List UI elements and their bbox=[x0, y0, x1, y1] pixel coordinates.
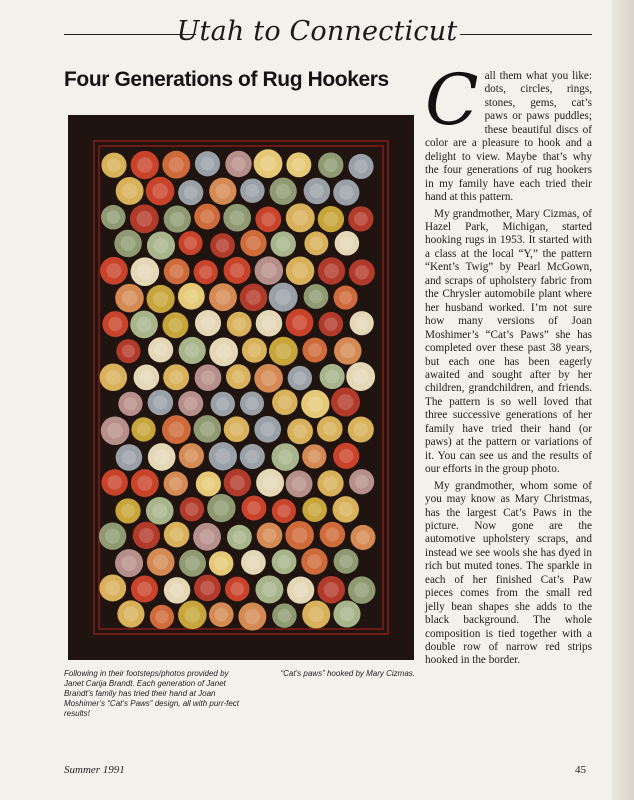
rug-disc-center bbox=[325, 370, 339, 384]
rug-disc-center bbox=[216, 239, 230, 253]
rug-disc-center bbox=[155, 610, 168, 623]
rug-disc-center bbox=[152, 183, 168, 199]
rug-disc-center bbox=[340, 607, 355, 622]
rug-disc-center bbox=[232, 317, 246, 331]
rug-disc-center bbox=[229, 422, 243, 436]
rug-disc-center bbox=[232, 370, 246, 384]
rug-disc-center bbox=[169, 477, 182, 490]
rug-disc-center bbox=[185, 502, 198, 515]
rug-disc-center bbox=[200, 581, 215, 596]
rug-disc-center bbox=[122, 183, 137, 198]
rug-disc-center bbox=[153, 554, 168, 569]
binding-spine bbox=[612, 0, 634, 800]
rug-disc-center bbox=[136, 317, 151, 332]
paragraph-1: Call them what you like: dots, circles, rings, stones, gems, cat’s paws or paws puddles; these beautiful discs of color are a pleasure to hook and a delight to view. Maybe that’s why the four generations of rug hookers in my family have each tried their hand at this pattern. bbox=[425, 59, 592, 204]
rug-disc-center bbox=[107, 158, 121, 172]
rug-disc-center bbox=[184, 397, 198, 411]
rug-disc-center bbox=[105, 529, 120, 544]
rug-disc-center bbox=[248, 343, 262, 357]
rug-disc-center bbox=[201, 157, 215, 171]
rug-disc-center bbox=[245, 450, 259, 464]
rug-disc-center bbox=[245, 609, 260, 624]
rug-disc-center bbox=[261, 370, 277, 386]
rug-disc-center bbox=[275, 289, 291, 305]
rug-disc-center bbox=[339, 185, 353, 199]
rug-disc-center bbox=[308, 343, 322, 357]
rug-disc-center bbox=[323, 422, 337, 436]
rug-disc-center bbox=[170, 527, 184, 541]
rug-disc-center bbox=[199, 529, 214, 544]
rug-disc-center bbox=[216, 344, 232, 360]
rug-disc-center bbox=[310, 237, 323, 250]
rug-disc-center bbox=[355, 317, 368, 330]
section-header: Utah to Connecticut bbox=[176, 16, 458, 47]
rug-disc-center bbox=[261, 212, 275, 226]
rug-disc-center bbox=[262, 582, 277, 597]
rug-disc-center bbox=[121, 555, 136, 570]
rug-disc-center bbox=[324, 263, 339, 278]
rug-disc-center bbox=[353, 369, 369, 385]
rug-disc-center bbox=[245, 397, 258, 410]
rug-disc-center bbox=[261, 263, 277, 279]
rug-disc-center bbox=[340, 237, 353, 250]
rug-disc-center bbox=[356, 531, 370, 545]
rug-disc-center bbox=[355, 475, 369, 489]
rug-disc-center bbox=[121, 236, 136, 251]
rug-disc-center bbox=[246, 290, 261, 305]
rug-caption: “Cat’s paws” hooked by Mary Cizmas. bbox=[280, 669, 415, 678]
rug-disc-center bbox=[184, 236, 197, 249]
rug-disc-center bbox=[308, 503, 322, 517]
rug-disc-center bbox=[339, 291, 352, 304]
rug-disc-center bbox=[215, 608, 229, 622]
rug-illustration bbox=[68, 115, 414, 660]
rug-disc-center bbox=[137, 264, 153, 280]
rug-disc-center bbox=[292, 210, 308, 226]
rug-disc-center bbox=[214, 557, 228, 571]
rug-disc-center bbox=[292, 315, 307, 330]
rug-disc-center bbox=[215, 184, 230, 199]
rug-disc-center bbox=[310, 184, 325, 199]
rug-disc-center bbox=[292, 527, 308, 543]
rug-disc-center bbox=[154, 343, 168, 357]
paragraph-2: My grandmother, Mary Cizmas, of Hazel Park, Michigan, started hooking rugs in 1953. It started with a class at the local “Y,” the pattern “Kent’s Twig” by Pearl McGown, and scraps of upholstery fabric from the Chrysler automobile plant where her husband worked. I’m not sure how many versions of Joan Moshimer’s “Cat’s Paws” she has completed over these past 38 years, but each one has been eagerly awaited and sought after by her children, grandchildren, and friends. The pattern is so well loved that three successive generations of her family have tried their hand (or paws) at the pattern or variations of it. You can see us and the results of our efforts in the group photo. bbox=[425, 207, 592, 476]
rug-disc-center bbox=[307, 554, 322, 569]
rug-disc-center bbox=[230, 582, 244, 596]
rug-disc-center bbox=[293, 424, 307, 438]
rug-disc-center bbox=[231, 157, 246, 172]
rug-disc-center bbox=[277, 555, 291, 569]
rug-disc-center bbox=[260, 422, 275, 437]
rug-disc-center bbox=[247, 556, 261, 570]
rug-disc-center bbox=[233, 530, 247, 544]
article-title: Four Generations of Rug Hookers bbox=[64, 68, 389, 91]
rug-disc-center bbox=[168, 318, 182, 332]
rug-disc-center bbox=[355, 265, 369, 279]
page-number: 45 bbox=[575, 764, 586, 776]
rug-disc-center bbox=[200, 421, 215, 436]
rug-disc-center bbox=[185, 556, 200, 571]
rug-disc-center bbox=[324, 317, 337, 330]
rug-disc-center bbox=[168, 422, 184, 438]
rug-disc-center bbox=[277, 504, 290, 517]
rug-disc-center bbox=[354, 212, 368, 226]
rug-disc-center bbox=[122, 450, 137, 465]
photo-credit-caption: Following in their footsteps/photos provided by Janet Carija Brandt. Each generation of Janet Brandt’s family has tried their hand at Joan Moshimer’s “Cat’s Paws” design, all with purr-fect results! bbox=[64, 669, 240, 718]
rug-disc-center bbox=[107, 475, 122, 490]
rug-disc-center bbox=[262, 528, 276, 542]
rug-disc-center bbox=[106, 370, 121, 385]
rug-disc-center bbox=[169, 370, 183, 384]
rug-disc-center bbox=[230, 210, 245, 225]
rug-disc-center bbox=[137, 582, 152, 597]
rug-disc-center bbox=[292, 476, 307, 491]
rug-disc-center bbox=[124, 397, 137, 410]
rug-disc-center bbox=[354, 160, 368, 174]
rug-disc-center bbox=[325, 527, 339, 541]
rug-disc-center bbox=[184, 289, 199, 304]
rug-disc-center bbox=[293, 583, 308, 598]
drop-cap: C bbox=[425, 59, 479, 141]
article-body bbox=[425, 59, 592, 671]
rug-disc-center bbox=[137, 475, 152, 490]
rug-disc-center bbox=[201, 477, 215, 491]
rug-disc-center bbox=[154, 449, 169, 464]
rug-disc-center bbox=[339, 554, 353, 568]
rug-disc-center bbox=[293, 371, 306, 384]
rug-disc-center bbox=[278, 609, 291, 622]
rug-disc-center bbox=[170, 212, 185, 227]
rug-disc-center bbox=[136, 211, 152, 227]
rug-disc-center bbox=[278, 449, 293, 464]
rug-disc-center bbox=[105, 581, 120, 596]
rug-disc-center bbox=[201, 370, 216, 385]
rug-disc-center bbox=[199, 265, 212, 278]
rug-disc-center bbox=[338, 502, 353, 517]
rug-disc-center bbox=[185, 343, 200, 358]
rug-disc-center bbox=[107, 423, 123, 439]
rug-disc-center bbox=[153, 395, 167, 409]
rug-photo bbox=[68, 115, 414, 660]
rug-disc-center bbox=[169, 157, 184, 172]
rug-disc-center bbox=[246, 184, 259, 197]
rug-disc-center bbox=[292, 263, 308, 279]
rug-disc-center bbox=[262, 475, 277, 490]
rug-disc-center bbox=[308, 450, 321, 463]
rug-disc-center bbox=[307, 396, 323, 412]
rug-disc-center bbox=[137, 423, 150, 436]
rug-disc-center bbox=[324, 158, 338, 172]
rug-disc-center bbox=[121, 504, 135, 518]
rug-disc-center bbox=[338, 394, 354, 410]
rug-disc-center bbox=[324, 582, 339, 597]
rug-disc-center bbox=[153, 238, 168, 253]
rug-disc-center bbox=[184, 607, 200, 623]
rug-disc-center bbox=[354, 422, 368, 436]
rug-disc-center bbox=[108, 317, 122, 331]
rug-disc-center bbox=[247, 501, 261, 515]
rug-disc-center bbox=[354, 583, 369, 598]
rug-disc-center bbox=[215, 449, 231, 465]
rug-disc-center bbox=[137, 157, 153, 173]
rug-disc-center bbox=[276, 184, 291, 199]
rug-disc-center bbox=[260, 156, 276, 172]
rug-disc-center bbox=[122, 345, 135, 358]
rug-disc-center bbox=[308, 607, 323, 622]
rug-disc-center bbox=[184, 186, 198, 200]
rug-disc-center bbox=[275, 343, 291, 359]
rug-disc-center bbox=[262, 316, 277, 331]
rug-disc-center bbox=[276, 237, 290, 251]
rug-disc-center bbox=[246, 236, 261, 251]
rug-disc-center bbox=[170, 583, 185, 598]
rug-disc-center bbox=[215, 289, 230, 304]
rug-disc-center bbox=[323, 476, 337, 490]
rug-disc-center bbox=[107, 210, 121, 224]
rug-disc-center bbox=[339, 449, 353, 463]
rug-disc-center bbox=[106, 263, 121, 278]
rug-disc-center bbox=[230, 475, 245, 490]
rug-disc-center bbox=[230, 263, 245, 278]
rug-disc-center bbox=[292, 158, 306, 172]
rug-disc-center bbox=[139, 528, 154, 543]
rug-disc-center bbox=[278, 395, 292, 409]
rug-disc-center bbox=[122, 290, 138, 306]
rug-disc-center bbox=[170, 264, 184, 278]
rug-disc-center bbox=[200, 209, 214, 223]
issue-date: Summer 1991 bbox=[64, 764, 125, 776]
rug-disc-center bbox=[340, 343, 355, 358]
rug-disc-center bbox=[214, 500, 230, 516]
rug-disc-center bbox=[201, 316, 215, 330]
rug-disc-center bbox=[123, 607, 138, 622]
rug-disc-center bbox=[309, 290, 323, 304]
rug-disc-center bbox=[153, 291, 168, 306]
rug-disc-center bbox=[324, 212, 338, 226]
rug-disc-center bbox=[152, 503, 167, 518]
rug-disc-center bbox=[216, 397, 229, 410]
rug-disc-center bbox=[184, 449, 198, 463]
paragraph-3: My grandmother, whom some of you may know as Mary Christmas, has the largest Cat’s Paws in the picture. Now gone are the automotive upholstery scraps, and instead we see wools she has dyed in rich but muted tones. The sparkle in each of her finished Cat’s Paw pieces comes from the small red jelly bean shapes she adds to the black background. The whole composition is tied together with a double row of narrow red strips hooked in the border. bbox=[425, 479, 592, 667]
rug-disc-center bbox=[139, 370, 153, 384]
